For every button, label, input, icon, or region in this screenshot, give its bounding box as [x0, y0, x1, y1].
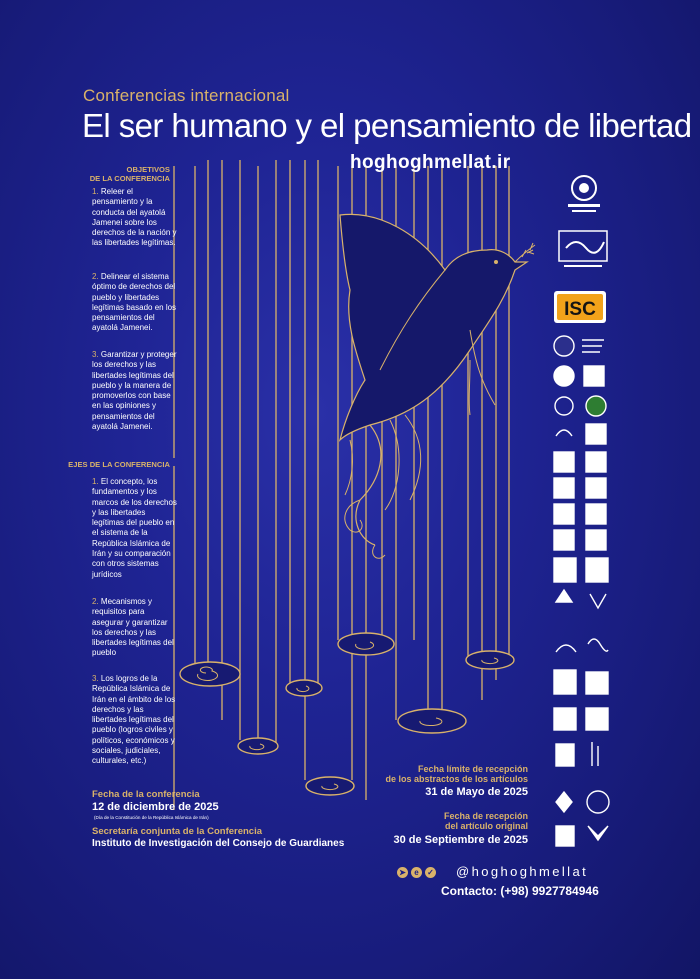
sponsor-calligraphy-logo — [556, 228, 610, 272]
eitaa-icon[interactable]: e — [411, 867, 422, 878]
article-deadline-date: 30 de Septiembre de 2025 — [393, 834, 528, 846]
conference-date-label: Fecha de la conferencia — [92, 789, 200, 800]
secretariat-label: Secretaría conjunta de la Conferencia — [92, 826, 263, 837]
telegram-icon[interactable]: ➤ — [397, 867, 408, 878]
objective-item: 2. Delinear el sistema óptimo de derechos del pueblo y libertades legítimas basado en los pensamientos del ayatolá Jamenei. — [92, 272, 177, 333]
abstract-deadline-label: Fecha límite de recepción de los abstractos de los artículos — [385, 764, 528, 784]
social-handle[interactable]: @hoghoghmellat — [456, 864, 589, 879]
axis-item: 1. El concepto, los fundamentos y los marcos de los derechos y las libertades legítimas del pueblo en el sistema de la República Islámica de Irán y su comparación con otros sistemas jurídicos — [92, 477, 177, 579]
contact-phone: Contacto: (+98) 9927784946 — [441, 884, 599, 898]
abstract-deadline-date: 31 de Mayo de 2025 — [425, 786, 528, 798]
conference-date-note: (Día de la Constitución de la República Islámica de Irán) — [94, 815, 209, 820]
conference-date: 12 de diciembre de 2025 — [92, 801, 219, 813]
isc-logo-text: ISC — [564, 299, 596, 320]
sponsor-logo-grid — [552, 332, 610, 852]
conference-subtitle: Conferencias internacional — [83, 86, 290, 105]
objectives-heading: OBJETIVOS DE LA CONFERENCIA — [89, 165, 170, 183]
sponsor-emblem-logo — [560, 170, 608, 220]
axis-item: 2. Mecanismos y requisitos para asegurar y garantizar los derechos y las libertades legítimas del pueblo — [92, 597, 174, 658]
secretariat-value: Instituto de Investigación del Consejo de Guardianes — [92, 838, 345, 849]
axis-item: 3. Los logros de la República Islámica de Irán en el ámbito de los derechos y las libertades legítimas del pueblo (logros civiles y políticos, económicos y sociales, judiciales, culturales, etc.) — [92, 674, 176, 766]
dove-illustration — [340, 214, 535, 558]
conference-title: El ser humano y el pensamiento de libertad — [82, 107, 692, 144]
axes-heading: EJES DE LA CONFERENCIA — [68, 460, 170, 469]
website-link[interactable]: hoghoghmellat.ir — [350, 152, 511, 173]
isc-logo — [553, 290, 607, 324]
objective-item: 3. Garantizar y proteger los derechos y las libertades legítimas del pueblo y la manera de promoverlos con base en las opiniones y pensamientos del ayatolá Jamenei. — [92, 350, 177, 432]
article-deadline-label: Fecha de recepción del artículo original — [443, 811, 528, 831]
bale-icon[interactable]: ✓ — [425, 867, 436, 878]
objective-item: 1. Releer el pensamiento y la conducta del ayatolá Jamenei sobre los derechos de la nación y las libertades legítimas. — [92, 187, 177, 248]
